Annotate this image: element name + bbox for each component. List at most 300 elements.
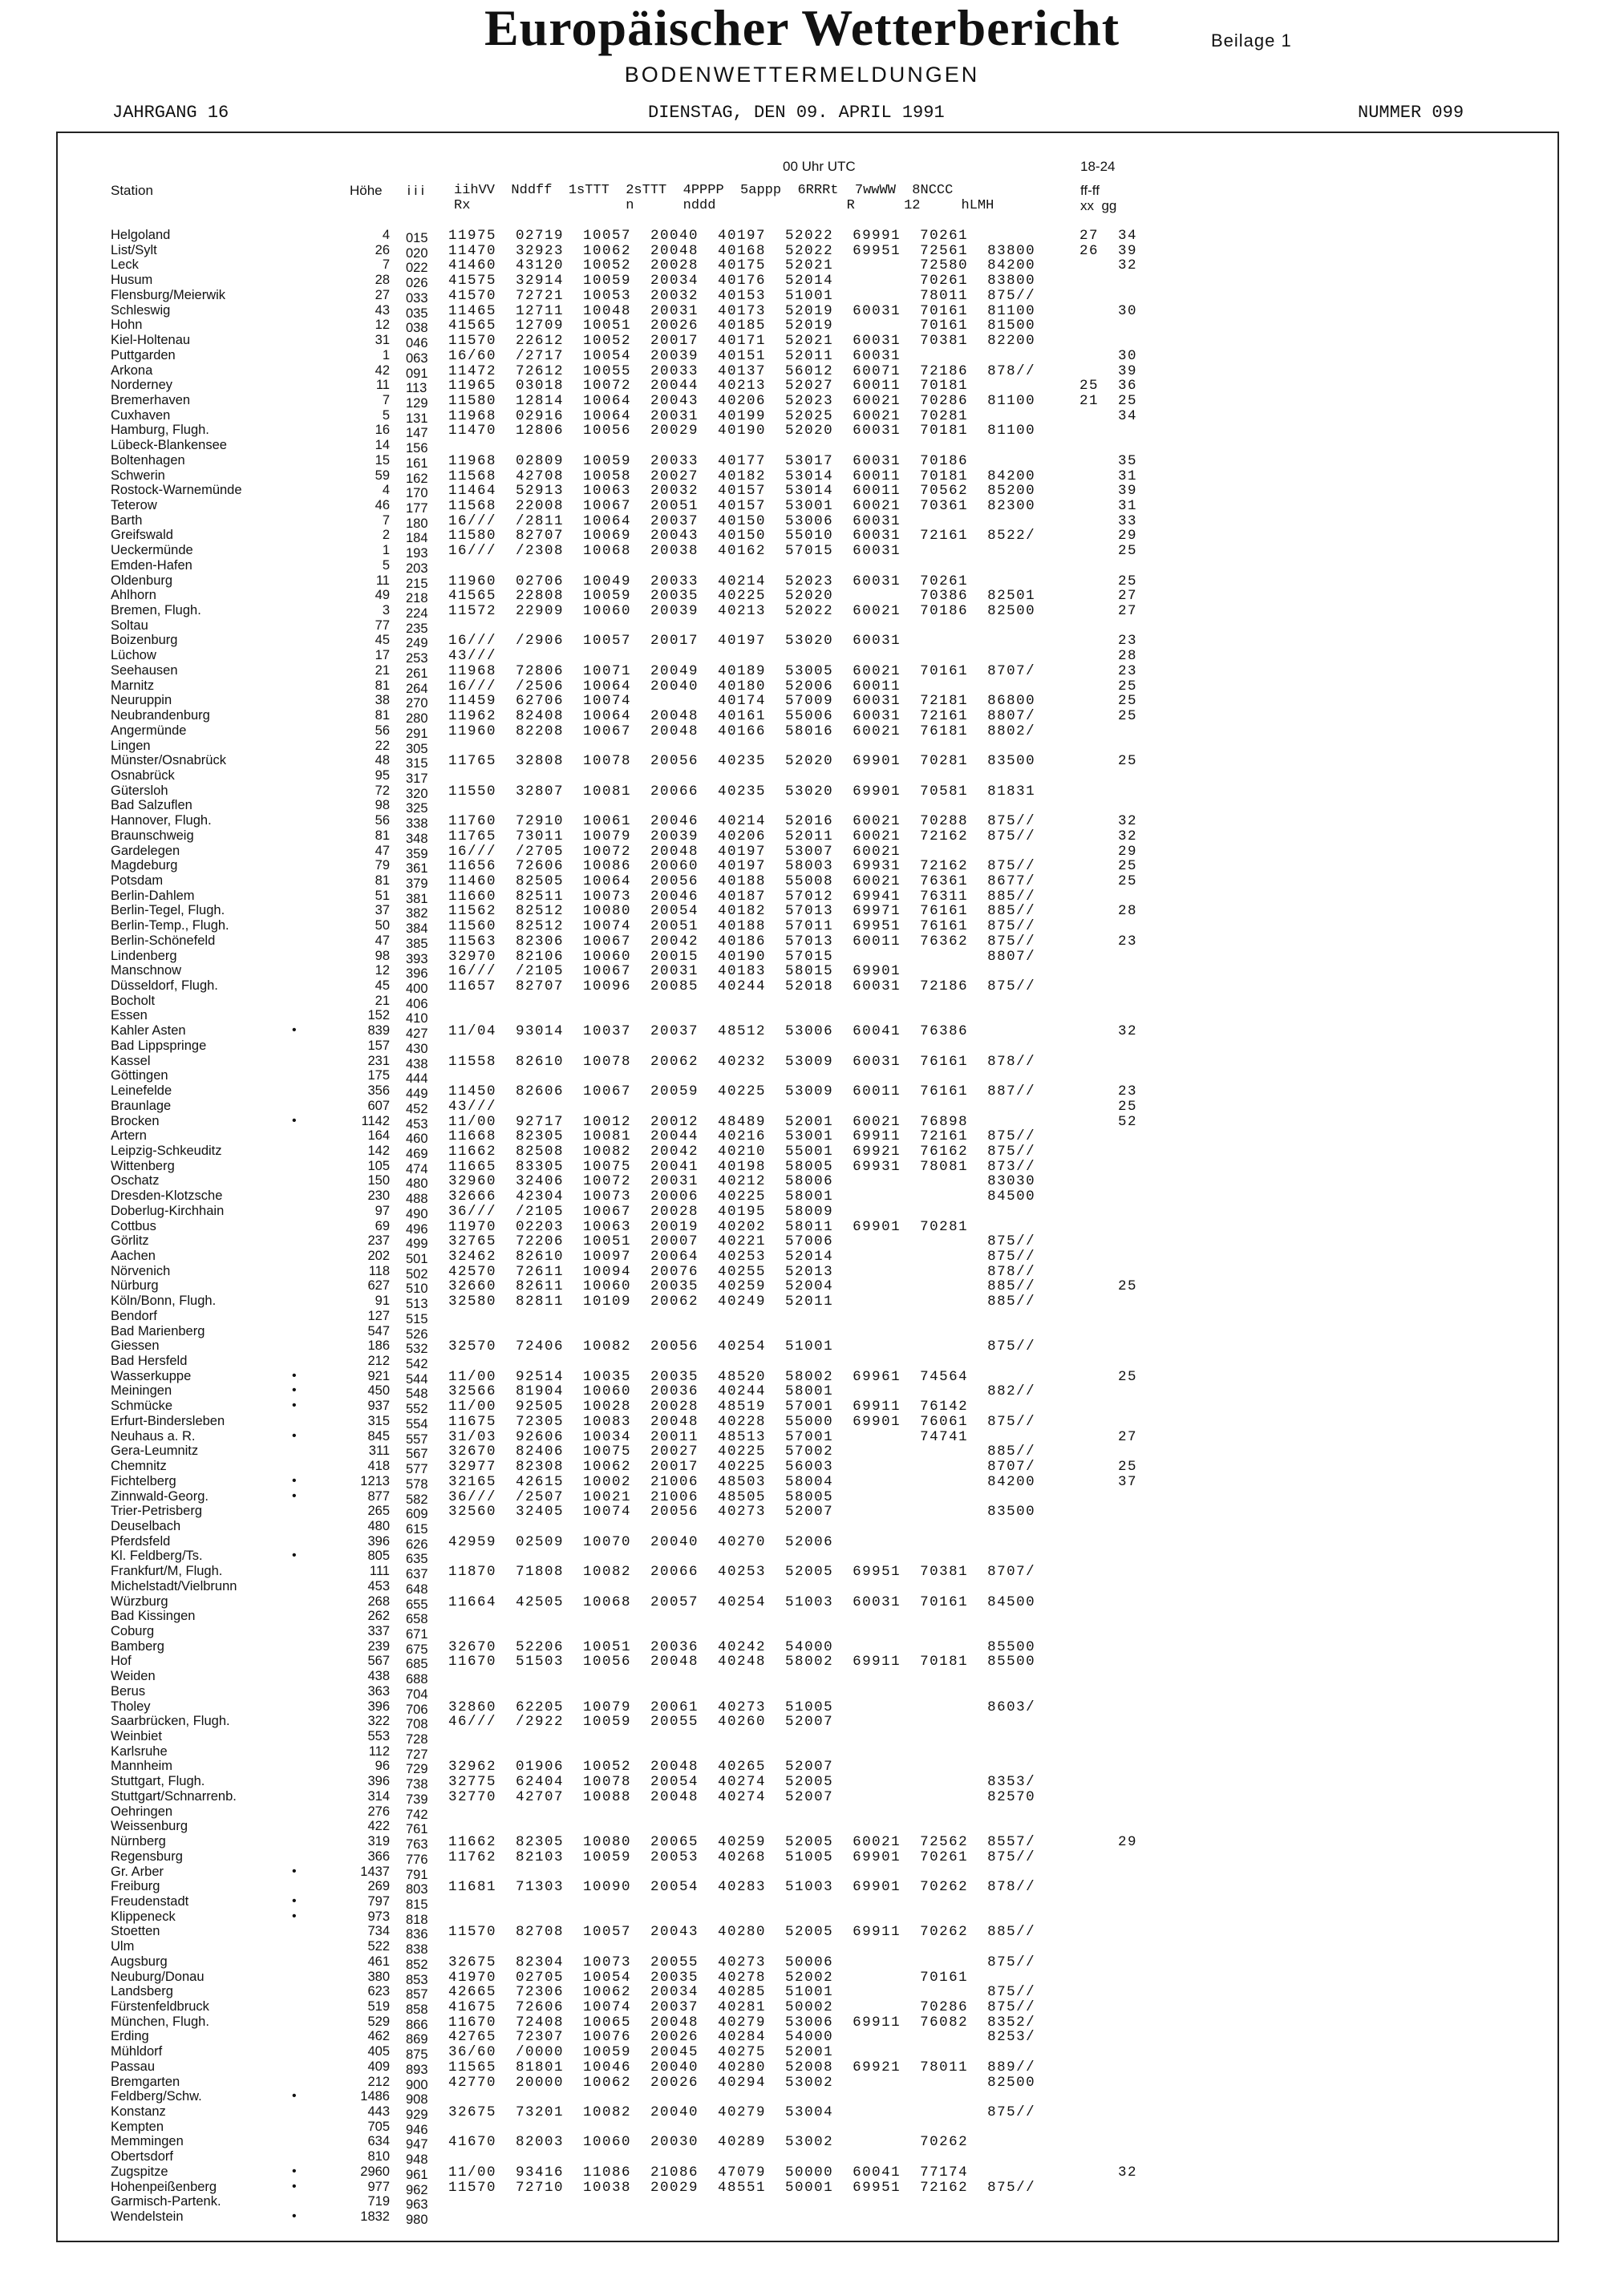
synop-groups: 16/// /2811 10064 20037 40150 53006 60031 (448, 512, 901, 529)
station-number: 675 (406, 1642, 428, 1657)
station-number: 542 (406, 1357, 428, 1371)
table-row (0, 1865, 1604, 1880)
station-height: 461 (367, 1954, 390, 1969)
station-height: 91 (375, 1294, 390, 1309)
table-row (0, 1879, 1604, 1897)
table-row (0, 1218, 1604, 1237)
station-number: 348 (406, 831, 428, 846)
station-height: 4 (382, 228, 390, 242)
synop-groups: 11450 82606 10067 20059 40225 53009 60011 76161 887// (448, 1083, 1036, 1099)
volume-label: JAHRGANG 16 (112, 103, 229, 123)
synop-groups: 11460 82505 10064 20056 40188 55008 60021 76361 8677/ (448, 873, 1036, 889)
synop-groups: 11580 82707 10069 20043 40150 55010 60031 72161 8522/ (448, 528, 1036, 545)
station-number: 410 (406, 1011, 428, 1027)
table-row (0, 2044, 1604, 2063)
station-name: Oschatz (111, 1173, 160, 1188)
station-name: Regensburg (111, 1849, 183, 1864)
station-number: 038 (406, 321, 428, 336)
station-name: Kiel-Holtenau (111, 333, 191, 347)
station-height: 462 (367, 2029, 390, 2044)
station-height: 7 (382, 257, 390, 273)
table-row (0, 1113, 1604, 1132)
table-row (0, 1309, 1604, 1324)
station-number: 382 (406, 906, 428, 921)
station-height: 38 (375, 693, 390, 708)
table-row (0, 543, 1604, 561)
station-name: Rostock-Warnemünde (111, 483, 242, 498)
table-row (0, 768, 1604, 784)
table-row (0, 1354, 1604, 1369)
synop-groups: 11562 82512 10080 20054 40182 57013 69971 76161 885// (448, 903, 1036, 920)
mountain-marker: • (292, 1864, 297, 1878)
station-height: 269 (367, 1879, 390, 1894)
gust-groups: 27 (1079, 1428, 1138, 1445)
table-row (0, 1473, 1604, 1492)
table-row (0, 1909, 1604, 1925)
table-row (0, 1819, 1604, 1837)
station-height: 14 (375, 438, 390, 453)
station-height: 396 (367, 1774, 390, 1789)
table-row (0, 678, 1604, 694)
station-name: Bad Salzuflen (111, 798, 192, 813)
header-ff: ff-ff (1080, 183, 1100, 198)
gust-groups: 37 (1079, 1473, 1138, 1490)
table-row (0, 1368, 1604, 1387)
station-height: 262 (367, 1609, 390, 1624)
table-row (0, 2209, 1604, 2225)
station-number: 729 (406, 1762, 428, 1777)
station-name: Aachen (111, 1249, 156, 1263)
synop-groups: 11765 73011 10079 20039 40206 52011 60021 72162 875// (448, 828, 1036, 844)
gust-groups: 23 (1079, 933, 1138, 950)
synop-groups: 41565 12709 10051 20026 40185 52019 70161 81500 (448, 318, 1036, 334)
table-row (0, 1399, 1604, 1417)
table-row (0, 1144, 1604, 1159)
station-name: Barth (111, 512, 143, 528)
station-name: Soltau (111, 618, 148, 633)
station-number: 615 (406, 1521, 428, 1537)
station-name: Frankfurt/M, Flugh. (111, 1564, 223, 1579)
synop-groups: 11762 82103 10059 20053 40268 51005 69901 70261 875// (448, 1849, 1036, 1865)
station-height: 627 (367, 1278, 390, 1294)
station-number: 946 (406, 2122, 428, 2137)
station-height: 150 (367, 1173, 390, 1188)
station-name: Leipzig-Schkeuditz (111, 1143, 222, 1158)
table-row (0, 1383, 1604, 1402)
station-height: 17 (375, 648, 390, 663)
table-row (0, 347, 1604, 366)
station-name: Bendorf (111, 1308, 157, 1323)
station-name: Feldberg/Schw. (111, 2089, 202, 2104)
gust-groups: 25 (1079, 1098, 1138, 1115)
station-number: 554 (406, 1416, 428, 1431)
station-height: 937 (367, 1399, 390, 1414)
table-row (0, 1023, 1604, 1042)
table-row (0, 1549, 1604, 1567)
table-row (0, 1699, 1604, 1715)
station-name: Düsseldorf, Flugh. (111, 978, 218, 993)
station-height: 230 (367, 1188, 390, 1204)
station-number: 803 (406, 1882, 428, 1897)
table-row (0, 994, 1604, 1009)
station-name: München, Flugh. (111, 2014, 209, 2029)
synop-groups: 11/00 92505 10028 20028 48519 57001 69911 76142 (448, 1399, 969, 1415)
station-name: Angermünde (111, 723, 187, 738)
station-name: Marnitz (111, 678, 155, 693)
station-number: 578 (406, 1476, 428, 1492)
station-number: 727 (406, 1747, 428, 1762)
synop-groups: 16/// /2906 10057 20017 40197 53020 60031 (448, 633, 901, 650)
station-name: Garmisch-Partenk. (111, 2194, 221, 2209)
station-height: 59 (375, 468, 390, 483)
table-row (0, 618, 1604, 634)
station-height: 839 (367, 1023, 390, 1039)
header-iii: i i i (407, 183, 424, 198)
gust-groups: 30 (1079, 347, 1138, 364)
station-name: Bad Hersfeld (111, 1354, 188, 1368)
station-name: Weinbiet (111, 1729, 162, 1743)
synop-groups: 41675 72606 10074 20037 40281 50002 70286 875// (448, 1999, 1036, 2015)
table-row (0, 363, 1604, 379)
station-number: 317 (406, 771, 428, 786)
table-row (0, 2180, 1604, 2195)
station-height: 111 (369, 1564, 390, 1579)
table-row (0, 903, 1604, 921)
mountain-marker: • (292, 2089, 297, 2104)
station-number: 020 (406, 245, 428, 261)
station-height: 142 (367, 1143, 390, 1158)
mountain-marker: • (292, 1893, 297, 1908)
page-title: Europäischer Wetterbericht (484, 0, 1120, 56)
table-row (0, 739, 1604, 754)
station-height: 845 (367, 1428, 390, 1444)
station-height: 112 (368, 1743, 390, 1759)
table-row (0, 633, 1604, 651)
table-row (0, 1714, 1604, 1732)
station-number: 249 (406, 636, 428, 651)
station-number: 359 (406, 846, 428, 861)
station-number: 900 (406, 2077, 428, 2092)
station-name: Mühldorf (111, 2044, 163, 2059)
station-name: Berlin-Tegel, Flugh. (111, 903, 225, 918)
synop-groups: 11568 42708 10058 20027 40182 53014 60011 70181 84200 (448, 468, 1036, 484)
gust-groups: 29 (1079, 528, 1138, 545)
header-groups-sub: Rx n nddd R 12 hLMH (454, 198, 994, 213)
station-height: 363 (367, 1683, 390, 1699)
station-number: 738 (406, 1777, 428, 1792)
station-height: 212 (367, 1354, 390, 1368)
station-name: Puttgarden (111, 347, 176, 362)
table-row (0, 1518, 1604, 1537)
table-row (0, 1564, 1604, 1582)
synop-groups: 16/// /2506 10064 20040 40180 52006 60011 (448, 678, 901, 694)
synop-groups: 32770 42707 10088 20048 40274 52007 82570 (448, 1788, 1036, 1805)
station-height: 96 (375, 1759, 390, 1774)
station-name: Trier-Petrisberg (111, 1504, 202, 1519)
station-number: 552 (406, 1402, 428, 1417)
station-number: 501 (406, 1252, 428, 1266)
station-name: Helgoland (111, 228, 171, 242)
synop-groups: 16/60 /2717 10054 20039 40151 52011 60031 (448, 347, 901, 364)
station-number: 557 (406, 1431, 428, 1447)
synop-groups: 11465 12711 10048 20031 40173 52019 60031 70161 81100 (448, 302, 1036, 319)
station-name: Tholey (111, 1699, 151, 1714)
synop-groups: 11470 32923 10062 20048 40168 52022 69951 72561 83800 (448, 242, 1036, 259)
station-name: Ueckermünde (111, 543, 193, 558)
table-row (0, 1759, 1604, 1777)
station-name: Oehringen (111, 1804, 173, 1819)
station-height: 16 (375, 423, 390, 438)
station-height: 529 (367, 2014, 390, 2029)
station-height: 127 (367, 1308, 390, 1323)
station-number: 526 (406, 1326, 428, 1342)
station-name: Gr. Arber (111, 1864, 164, 1879)
synop-groups: 32860 62205 10079 20061 40273 51005 8603/ (448, 1699, 1036, 1715)
station-height: 380 (367, 1969, 390, 1984)
station-height: 81 (375, 708, 390, 723)
station-height: 7 (382, 512, 390, 528)
station-name: Neubrandenburg (111, 708, 210, 723)
gust-groups: 28 (1079, 903, 1138, 920)
header-station: Station (111, 183, 153, 198)
synop-groups: 11960 82208 10067 20048 40166 58016 60021 76181 8802/ (448, 723, 1036, 739)
station-number: 320 (406, 786, 428, 801)
station-name: Boizenburg (111, 633, 178, 648)
station-height: 366 (367, 1849, 390, 1864)
station-name: Leinefelde (111, 1083, 172, 1098)
station-height: 77 (375, 618, 390, 633)
synop-groups: 11472 72612 10055 20033 40137 56012 60071 72186 878// (448, 362, 1036, 379)
mountain-marker: • (292, 1023, 297, 1038)
table-row (0, 723, 1604, 739)
station-height: 72 (375, 783, 390, 798)
table-row (0, 423, 1604, 441)
station-name: Ulm (111, 1939, 135, 1954)
station-name: Seehausen (111, 662, 178, 678)
table-row (0, 1774, 1604, 1792)
synop-groups: 11975 02719 10057 20040 40197 52022 69991 70261 (448, 228, 969, 244)
station-height: 396 (367, 1533, 390, 1549)
station-number: 836 (406, 1927, 428, 1942)
station-number: 893 (406, 2062, 428, 2077)
station-number: 444 (406, 1071, 428, 1087)
gust-groups: 39 (1079, 362, 1138, 379)
synop-groups: 32962 01906 10052 20048 40265 52007 (448, 1759, 834, 1776)
station-number: 291 (406, 726, 428, 741)
station-height: 31 (375, 333, 390, 347)
synop-groups: 41575 32914 10059 20034 40176 52014 70261 83800 (448, 273, 1036, 290)
station-name: Stoetten (111, 1924, 160, 1939)
table-row (0, 813, 1604, 832)
station-name: Coburg (111, 1624, 155, 1638)
station-number: 742 (406, 1807, 428, 1822)
station-height: 69 (375, 1218, 390, 1233)
station-name: Braunschweig (111, 828, 194, 843)
synop-groups: 11568 22008 10067 20051 40157 53001 60021 70361 82300 (448, 498, 1036, 514)
table-row (0, 1068, 1604, 1087)
station-name: Cottbus (111, 1218, 156, 1233)
station-number: 184 (406, 531, 428, 546)
synop-groups: 32580 82811 10109 20062 40249 52011 885// (448, 1294, 1036, 1310)
table-row (0, 1654, 1604, 1672)
station-number: 853 (406, 1972, 428, 1987)
station-height: 79 (375, 858, 390, 873)
station-height: 152 (367, 1008, 390, 1023)
station-height: 877 (367, 1488, 390, 1504)
station-number: 384 (406, 921, 428, 937)
station-number: 305 (406, 741, 428, 756)
page-subtitle: BODENWETTERMELDUNGEN (624, 63, 980, 87)
station-number: 218 (406, 591, 428, 606)
gust-groups: 25 (1079, 873, 1138, 889)
station-number: 400 (406, 982, 428, 996)
station-name: Stuttgart, Flugh. (111, 1774, 205, 1789)
station-height: 4 (382, 483, 390, 498)
station-height: 810 (367, 2149, 390, 2164)
synop-groups: 41670 82003 10060 20030 40289 53002 70262 (448, 2134, 969, 2151)
station-name: Mannheim (111, 1759, 173, 1774)
station-height: 26 (375, 242, 390, 257)
station-number: 270 (406, 696, 428, 711)
station-number: 963 (406, 2197, 428, 2213)
synop-groups: 11662 82508 10082 20042 40210 55001 69921 76162 875// (448, 1143, 1036, 1160)
gust-groups: 25 (1079, 1459, 1138, 1475)
supplement-label: Beilage 1 (1211, 30, 1292, 51)
header-groups: iihVV Nddff 1sTTT 2sTTT 4PPPP 5appp 6RRRt 7wwWW 8NCCC (454, 183, 954, 198)
mountain-marker: • (292, 2179, 297, 2193)
station-height: 12 (375, 963, 390, 978)
station-height: 95 (375, 767, 390, 783)
station-height: 45 (375, 978, 390, 993)
station-height: 276 (367, 1804, 390, 1819)
table-row (0, 1788, 1604, 1807)
station-number: 474 (406, 1161, 428, 1176)
station-height: 268 (367, 1593, 390, 1609)
table-row (0, 844, 1604, 859)
station-name: Chemnitz (111, 1459, 167, 1473)
station-height: 450 (367, 1383, 390, 1399)
station-number: 515 (406, 1311, 428, 1326)
station-name: Bocholt (111, 993, 156, 1008)
station-number: 838 (406, 1942, 428, 1958)
gust-groups: 34 (1079, 407, 1138, 424)
table-row (0, 2104, 1604, 2120)
station-height: 45 (375, 633, 390, 648)
station-number: 513 (406, 1297, 428, 1312)
station-number: 091 (406, 366, 428, 381)
table-row (0, 1970, 1604, 1985)
table-row (0, 1414, 1604, 1429)
station-number: 264 (406, 681, 428, 696)
station-height: 212 (367, 2074, 390, 2089)
station-height: 734 (367, 1924, 390, 1939)
station-name: Memmingen (111, 2134, 184, 2149)
synop-groups: 11/00 93416 11086 21086 47079 50000 60041 77174 (448, 2164, 969, 2181)
station-number: 510 (406, 1282, 428, 1297)
station-number: 035 (406, 306, 428, 321)
table-row (0, 557, 1604, 576)
station-height: 11 (375, 378, 390, 393)
synop-groups: 32570 72406 10082 20056 40254 51001 875// (448, 1338, 1036, 1355)
station-height: 237 (367, 1233, 390, 1249)
gust-groups: 33 (1079, 512, 1138, 529)
station-name: Freudenstadt (111, 1893, 189, 1909)
table-row (0, 918, 1604, 937)
table-row (0, 1669, 1604, 1687)
station-number: 280 (406, 711, 428, 726)
station-height: 5 (382, 407, 390, 423)
table-row (0, 438, 1604, 456)
station-height: 2 (382, 528, 390, 543)
synop-groups: 11962 82408 10064 20048 40161 55006 60031 72161 8807/ (448, 708, 1036, 724)
station-number: 577 (406, 1462, 428, 1476)
station-number: 180 (406, 516, 428, 531)
synop-groups: 11870 71808 10082 20066 40253 52005 69951 70381 8707/ (448, 1564, 1036, 1581)
synop-groups: 32765 72206 10051 20007 40221 57006 875// (448, 1233, 1036, 1250)
station-name: Bremen, Flugh. (111, 603, 201, 618)
station-height: 409 (367, 2059, 390, 2074)
table-row (0, 1008, 1604, 1027)
table-row (0, 978, 1604, 994)
synop-groups: 11558 82610 10078 20062 40232 53009 60031 76161 878// (448, 1053, 1036, 1070)
synop-groups: 11968 02916 10064 20031 40199 52025 60021 70281 (448, 407, 969, 424)
station-height: 1486 (360, 2089, 390, 2104)
station-number: 177 (406, 501, 428, 516)
mountain-marker: • (292, 2209, 297, 2223)
station-name: Neuruppin (111, 693, 172, 708)
synop-groups: 11968 02809 10059 20033 40177 53017 60031 70186 (448, 452, 969, 469)
station-height: 547 (367, 1323, 390, 1338)
table-row (0, 1638, 1604, 1657)
station-number: 488 (406, 1192, 428, 1207)
table-row (0, 873, 1604, 889)
table-row (0, 662, 1604, 681)
table-row (0, 1428, 1604, 1447)
station-number: 430 (406, 1041, 428, 1056)
station-height: 98 (375, 948, 390, 963)
station-name: Leck (111, 257, 139, 273)
station-name: List/Sylt (111, 242, 157, 257)
synop-groups: 11563 82306 10067 20042 40186 57013 60011 76362 875// (448, 933, 1036, 950)
station-name: Berlin-Temp., Flugh. (111, 918, 229, 933)
station-number: 947 (406, 2137, 428, 2152)
synop-groups: 11670 51503 10056 20048 40248 58002 69911 70181 85500 (448, 1654, 1036, 1670)
station-name: Nürnberg (111, 1834, 166, 1849)
table-row (0, 1729, 1604, 1747)
synop-groups: 11/04 93014 10037 20037 48512 53006 60041 76386 (448, 1023, 969, 1040)
synop-groups: 11664 42505 10068 20057 40254 51003 60031 70161 84500 (448, 1593, 1036, 1610)
synop-groups: 32566 81904 10060 20036 40244 58001 882// (448, 1383, 1036, 1400)
station-number: 688 (406, 1672, 428, 1687)
table-row (0, 588, 1604, 606)
synop-groups: 11670 72408 10065 20048 40279 53006 69911 76082 8352/ (448, 2014, 1036, 2031)
station-height: 231 (367, 1053, 390, 1068)
table-row (0, 2015, 1604, 2030)
gust-groups: 25 36 (1079, 378, 1138, 395)
station-name: Gera-Leumnitz (111, 1444, 199, 1459)
gust-groups: 25 (1079, 1368, 1138, 1385)
table-row (0, 573, 1604, 589)
station-name: Potsdam (111, 873, 164, 888)
synop-groups: 11760 72910 10061 20046 40214 52016 60021 70288 875// (448, 813, 1036, 830)
station-name: Köln/Bonn, Flugh. (111, 1294, 217, 1309)
gust-groups: 31 (1079, 498, 1138, 514)
station-number: 708 (406, 1717, 428, 1732)
station-name: Konstanz (111, 2104, 166, 2119)
synop-groups: 11459 62706 10074 40174 57009 60031 72181 86800 (448, 693, 1036, 710)
station-number: 763 (406, 1837, 428, 1852)
station-height: 315 (367, 1413, 390, 1428)
